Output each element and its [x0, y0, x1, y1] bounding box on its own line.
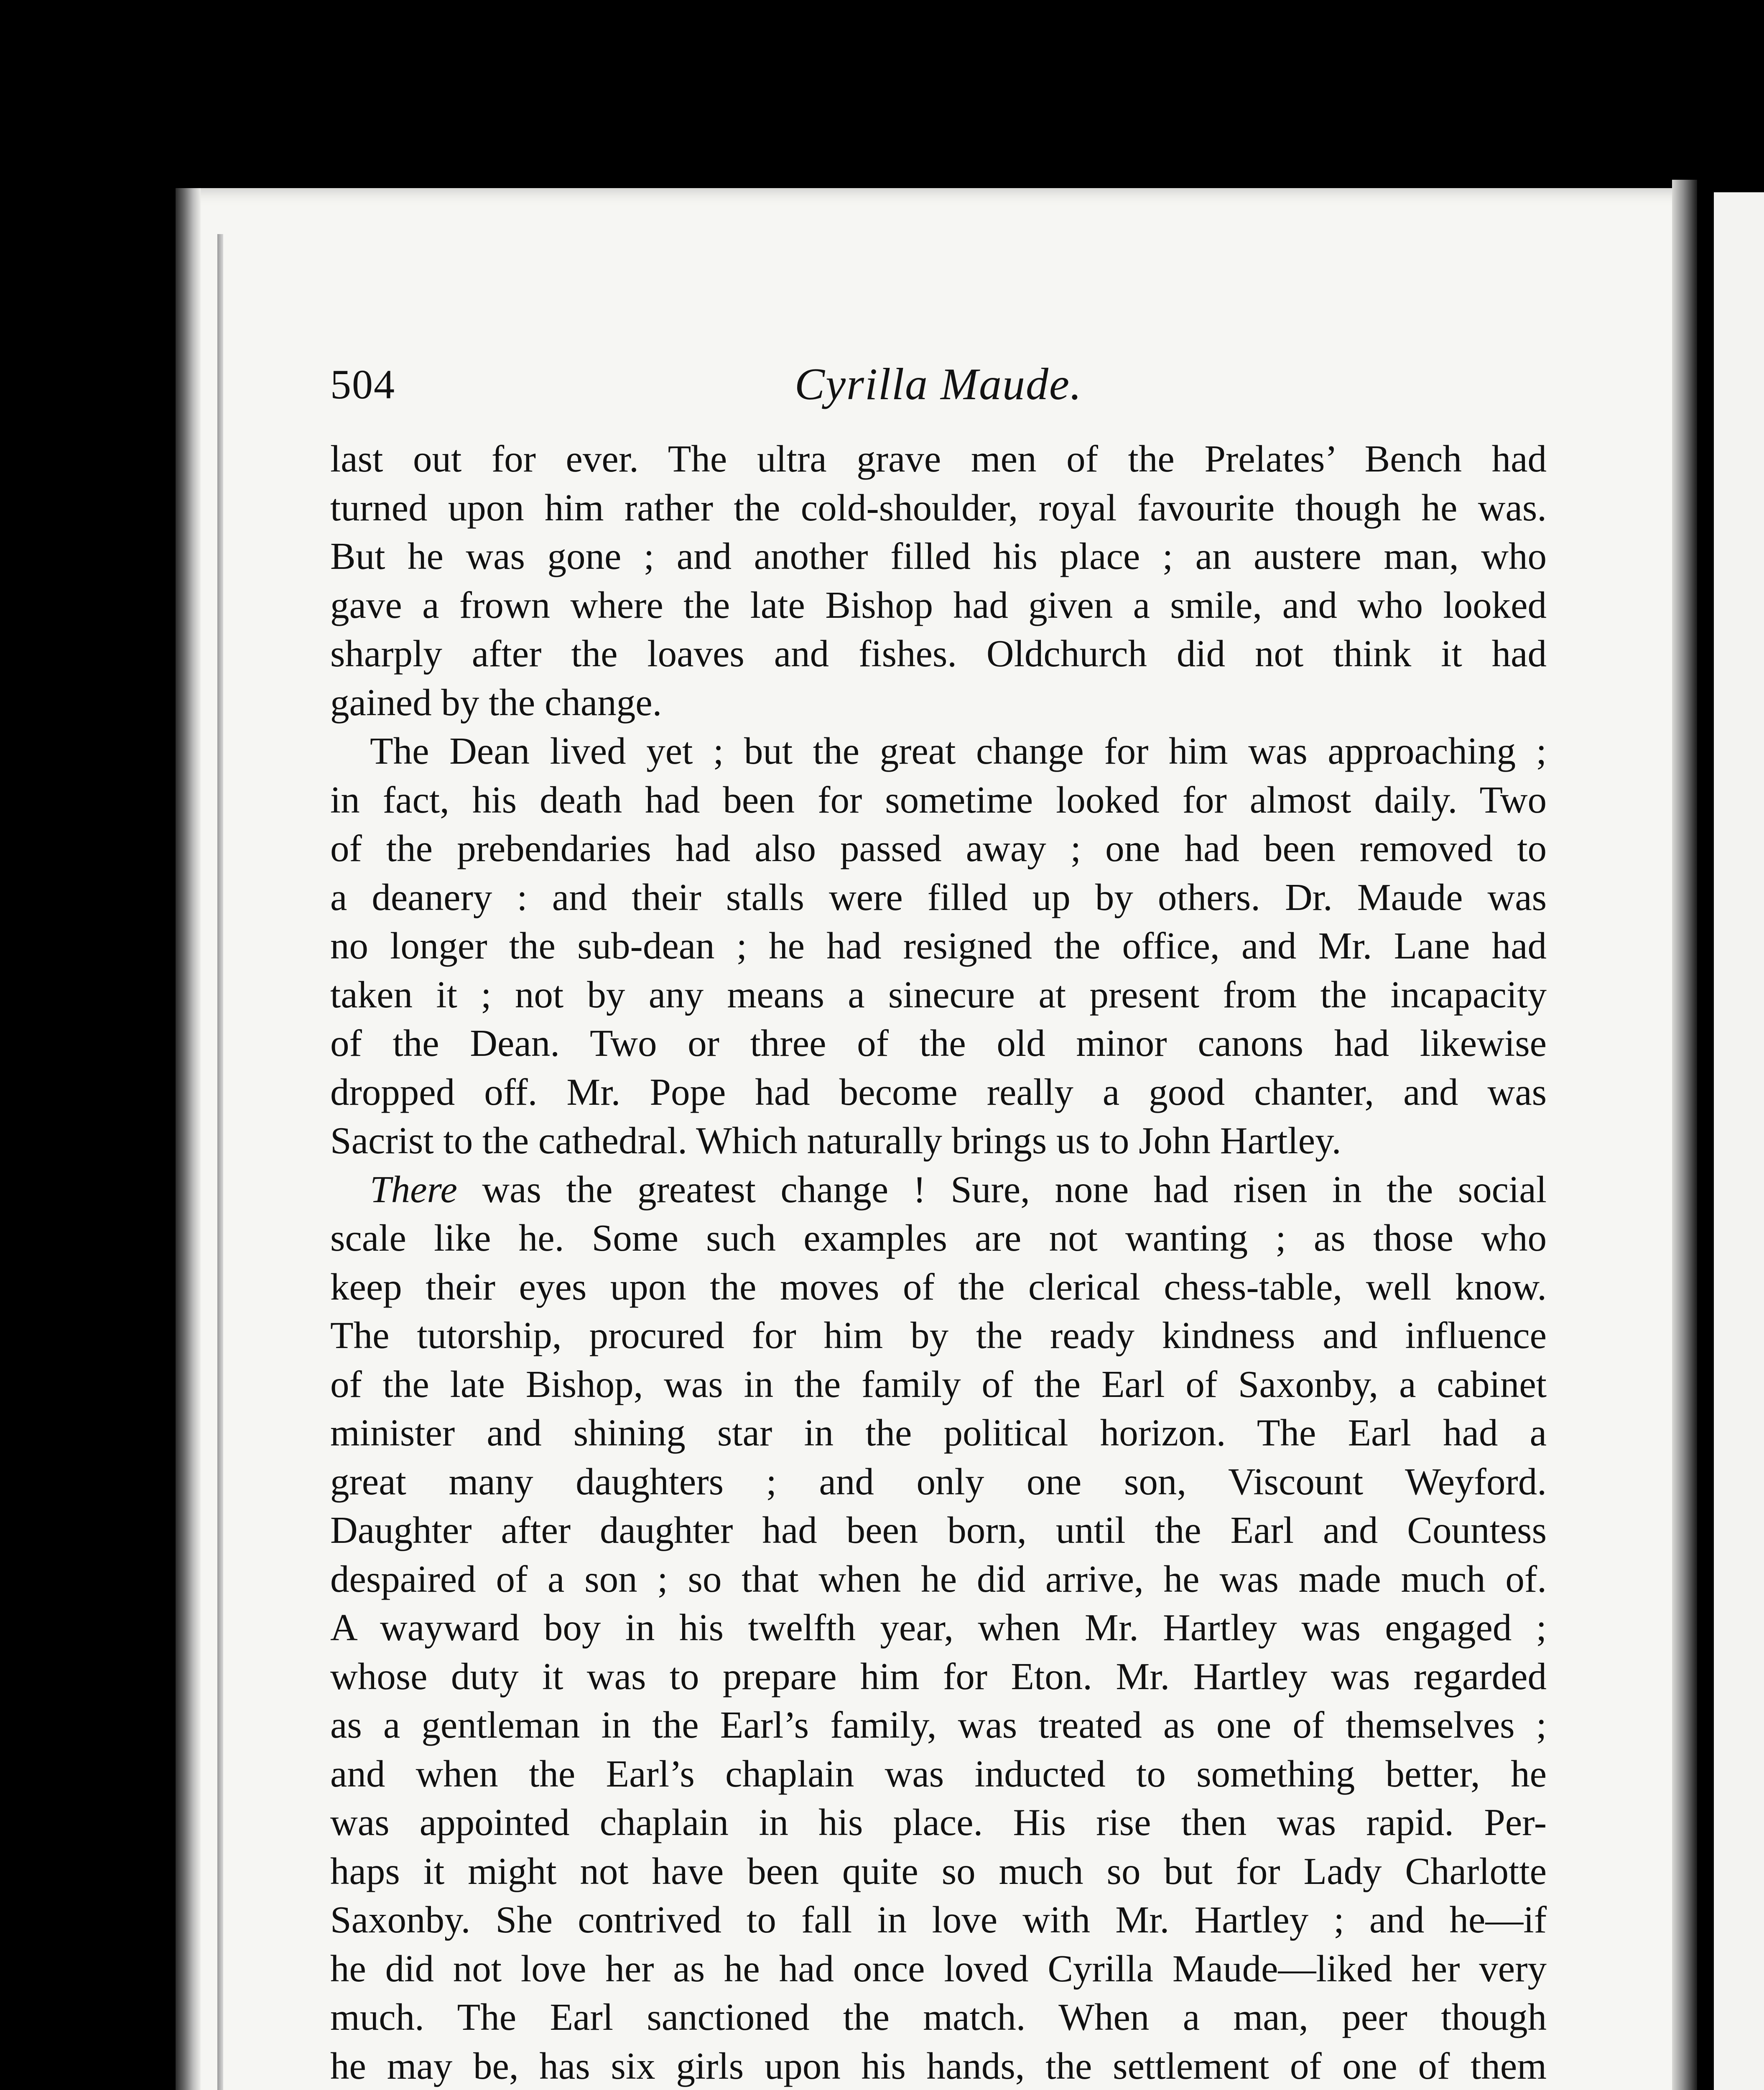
text-line: But he was gone ; and another filled his place ; an austere man, who [330, 535, 1547, 577]
text-line: much. The Earl sanctioned the match. When a man, peer though [330, 1996, 1547, 2038]
text-line: Sacrist to the cathedral. Which naturally brings us to John Hartley. [330, 1119, 1341, 1162]
text-line: and when the Earl’s chaplain was inducted to something better, he [330, 1752, 1547, 1795]
binding-line [217, 234, 223, 2090]
text-line: a deanery : and their stalls were filled up by others. Dr. Maude was [330, 876, 1547, 918]
text-line: no longer the sub-dean ; he had resigned the office, and Mr. Lane had [330, 925, 1547, 967]
text-line: gave a frown where the late Bishop had given a smile, and who looked [330, 584, 1547, 626]
text-line: turned upon him rather the cold-shoulder, royal favourite though he was. [330, 486, 1547, 529]
text-line: as a gentleman in the Earl’s family, was treated as one of themselves ; [330, 1704, 1547, 1746]
text-line: The tutorship, procured for him by the ready kindness and influence [330, 1314, 1547, 1356]
running-title: Cyrilla Maude. [795, 359, 1082, 409]
text-line: he did not love her as he had once loved Cyrilla Maude—liked her very [330, 1947, 1547, 1990]
text-line: despaired of a son ; so that when he did arrive, he was made much of. [330, 1557, 1547, 1600]
text-line: last out for ever. The ultra grave men of the Prelates’ Bench had [330, 438, 1547, 480]
text-line: dropped off. Mr. Pope had become really a good chanter, and was [330, 1070, 1547, 1113]
facing-page-sliver [1714, 192, 1764, 2090]
text-line: scale like he. Some such examples are not wanting ; as those who [330, 1217, 1547, 1259]
text-line: sharply after the loaves and fishes. Oldchurch did not think it had [330, 632, 1547, 675]
text-line: minister and shining star in the political horizon. The Earl had a [330, 1412, 1547, 1454]
text-line: of the late Bishop, was in the family of the Earl of Saxonby, a cabinet [330, 1363, 1547, 1405]
text-line: Saxonby. She contrived to fall in love with Mr. Hartley ; and he—if [330, 1899, 1547, 1941]
text-line: was appointed chaplain in his place. His rise then was rapid. Per- [330, 1801, 1547, 1843]
text-line: in fact, his death had been for sometime looked for almost daily. Two [330, 778, 1547, 821]
running-head [330, 357, 1547, 412]
text-line: haps it might not have been quite so much so but for Lady Charlotte [330, 1850, 1547, 1892]
text-line: whose duty it was to prepare him for Eton. Mr. Hartley was regarded [330, 1655, 1547, 1697]
text-line [330, 1165, 1547, 1214]
text-line: keep their eyes upon the moves of the clerical chess-table, well know. [330, 1265, 1547, 1308]
text-line: Daughter after daughter had been born, until the Earl and Countess [330, 1509, 1547, 1551]
text-line-rest: was the greatest change ! Sure, none had risen in the social [457, 1168, 1547, 1211]
text-line: he may be, has six girls upon his hands, the settlement of one of them [330, 2044, 1547, 2087]
page-right-edge-shadow [1672, 180, 1697, 2090]
text-line: great many daughters ; and only one son, Viscount Weyford. [330, 1460, 1547, 1503]
text-line: taken it ; not by any means a sinecure at present from the incapacity [330, 973, 1547, 1016]
text-line: A wayward boy in his twelfth year, when Mr. Hartley was engaged ; [330, 1606, 1547, 1649]
italic-word: There [370, 1168, 457, 1211]
text-line: gained by the change. [330, 681, 662, 724]
page-gutter-shadow [176, 188, 201, 2090]
text-line: The Dean lived yet ; but the great change for him was approaching ; [370, 730, 1547, 772]
text-line: of the Dean. Two or three of the old minor canons had likewise [330, 1022, 1547, 1064]
body-text [330, 435, 1547, 2090]
page-number: 504 [330, 361, 395, 408]
text-line: of the prebendaries had also passed away ; one had been removed to [330, 827, 1547, 869]
